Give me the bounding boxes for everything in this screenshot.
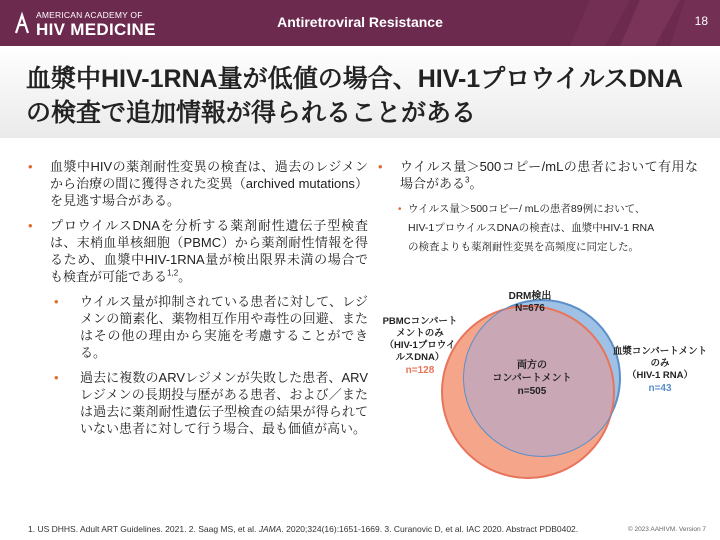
section-title: Antiretroviral Resistance	[277, 14, 443, 30]
right-count: n=43	[648, 383, 672, 394]
sub-bullet-item	[398, 200, 698, 257]
bullet-end: 。	[469, 176, 483, 191]
bullet-item	[28, 217, 368, 285]
reference-journal: JAMA	[258, 524, 282, 534]
reference-text: . 2020;324(16):1651-1669. 3. Curanovic D, et al. IAC 2020. Abstract PDB0402.	[281, 524, 579, 534]
left-count: n=128	[405, 365, 435, 376]
center-label-line: 両方の	[517, 360, 547, 371]
logo-org-name: HIV MEDICINE	[36, 20, 156, 39]
left-label-line: （HIV-1プロウイ	[384, 340, 456, 351]
top-label: DRM検出	[508, 291, 552, 302]
citation-sup: 1,2	[167, 268, 179, 278]
slide-number: 18	[694, 14, 708, 28]
right-column	[378, 158, 698, 257]
top-bar	[0, 0, 720, 46]
references	[28, 524, 578, 534]
sub-bullet-line: HIV-1プロウイルスDNAの検査は、血漿中HIV-1 RNA	[408, 222, 655, 234]
left-label-line: PBMCコンパート	[382, 316, 458, 327]
right-label-line: のみ	[650, 358, 670, 369]
left-label-line: ルスDNA）	[395, 352, 445, 363]
center-count: n=505	[517, 386, 547, 397]
bullet-text: プロウイルスDNAを分析する薬剤耐性遺伝子型検査は、末梢血単核細胞（PBMC）から薬剤耐性情報を得るため、血漿中HIV-1RNA量が検出限界未満の場合でも検査が可能である	[50, 218, 368, 284]
logo-org-line: AMERICAN ACADEMY OF	[36, 10, 143, 20]
copyright: © 2023 AAHIVM. Version 7	[627, 526, 706, 533]
bullet-item	[378, 158, 698, 192]
citation-sup: 3	[465, 175, 470, 185]
right-label-line: （HIV-1 RNA）	[627, 370, 693, 381]
right-label-line: 血漿コンパートメント	[612, 346, 708, 357]
left-label-line: メントのみ	[396, 328, 444, 339]
sub-bullet-line: の検査よりも薬剤耐性変異を高頻度に同定した。	[408, 241, 639, 253]
bullet-end: 。	[178, 269, 192, 284]
sub-bullet-item: • 過去に複数のARVレジメンが失敗した患者、ARVレジメンの長期投与歴がある患者、および／または過去に薬剤耐性遺伝子型検査の結果が得られていない患者に対して行う場合、最も価値が高い。	[54, 369, 368, 437]
sub-bullet-item: • ウイルス量が抑制されている患者に対して、レジメンの簡素化、薬物相互作用や毒性の回避、またはその他の理由から実施を考慮することができる。	[54, 293, 368, 361]
top-count: N=676	[515, 303, 545, 314]
bullet-text: ウイルス量＞500コピー/mLの患者において有用な場合がある	[400, 159, 698, 191]
sub-bullet-line: • ウイルス量＞500コピー/ mLの患者89例において、	[408, 203, 646, 215]
venn-diagram	[380, 290, 710, 510]
slide-title: 血漿中HIV-1RNA量が低値の場合、HIV-1プロウイルスDNAの検査で追加情報が得られることがある	[26, 65, 683, 127]
bullet-item: • 血漿中HIVの薬剤耐性変異の検査は、過去のレジメンから治療の間に獲得された変異（archived mutations）を見逃す場合がある。	[28, 158, 368, 209]
reference-text: 1. US DHHS. Adult ART Guidelines. 2021. 2. Saag MS, et al.	[28, 524, 259, 534]
left-column	[28, 158, 368, 445]
center-label-line: コンパートメント	[492, 373, 572, 384]
